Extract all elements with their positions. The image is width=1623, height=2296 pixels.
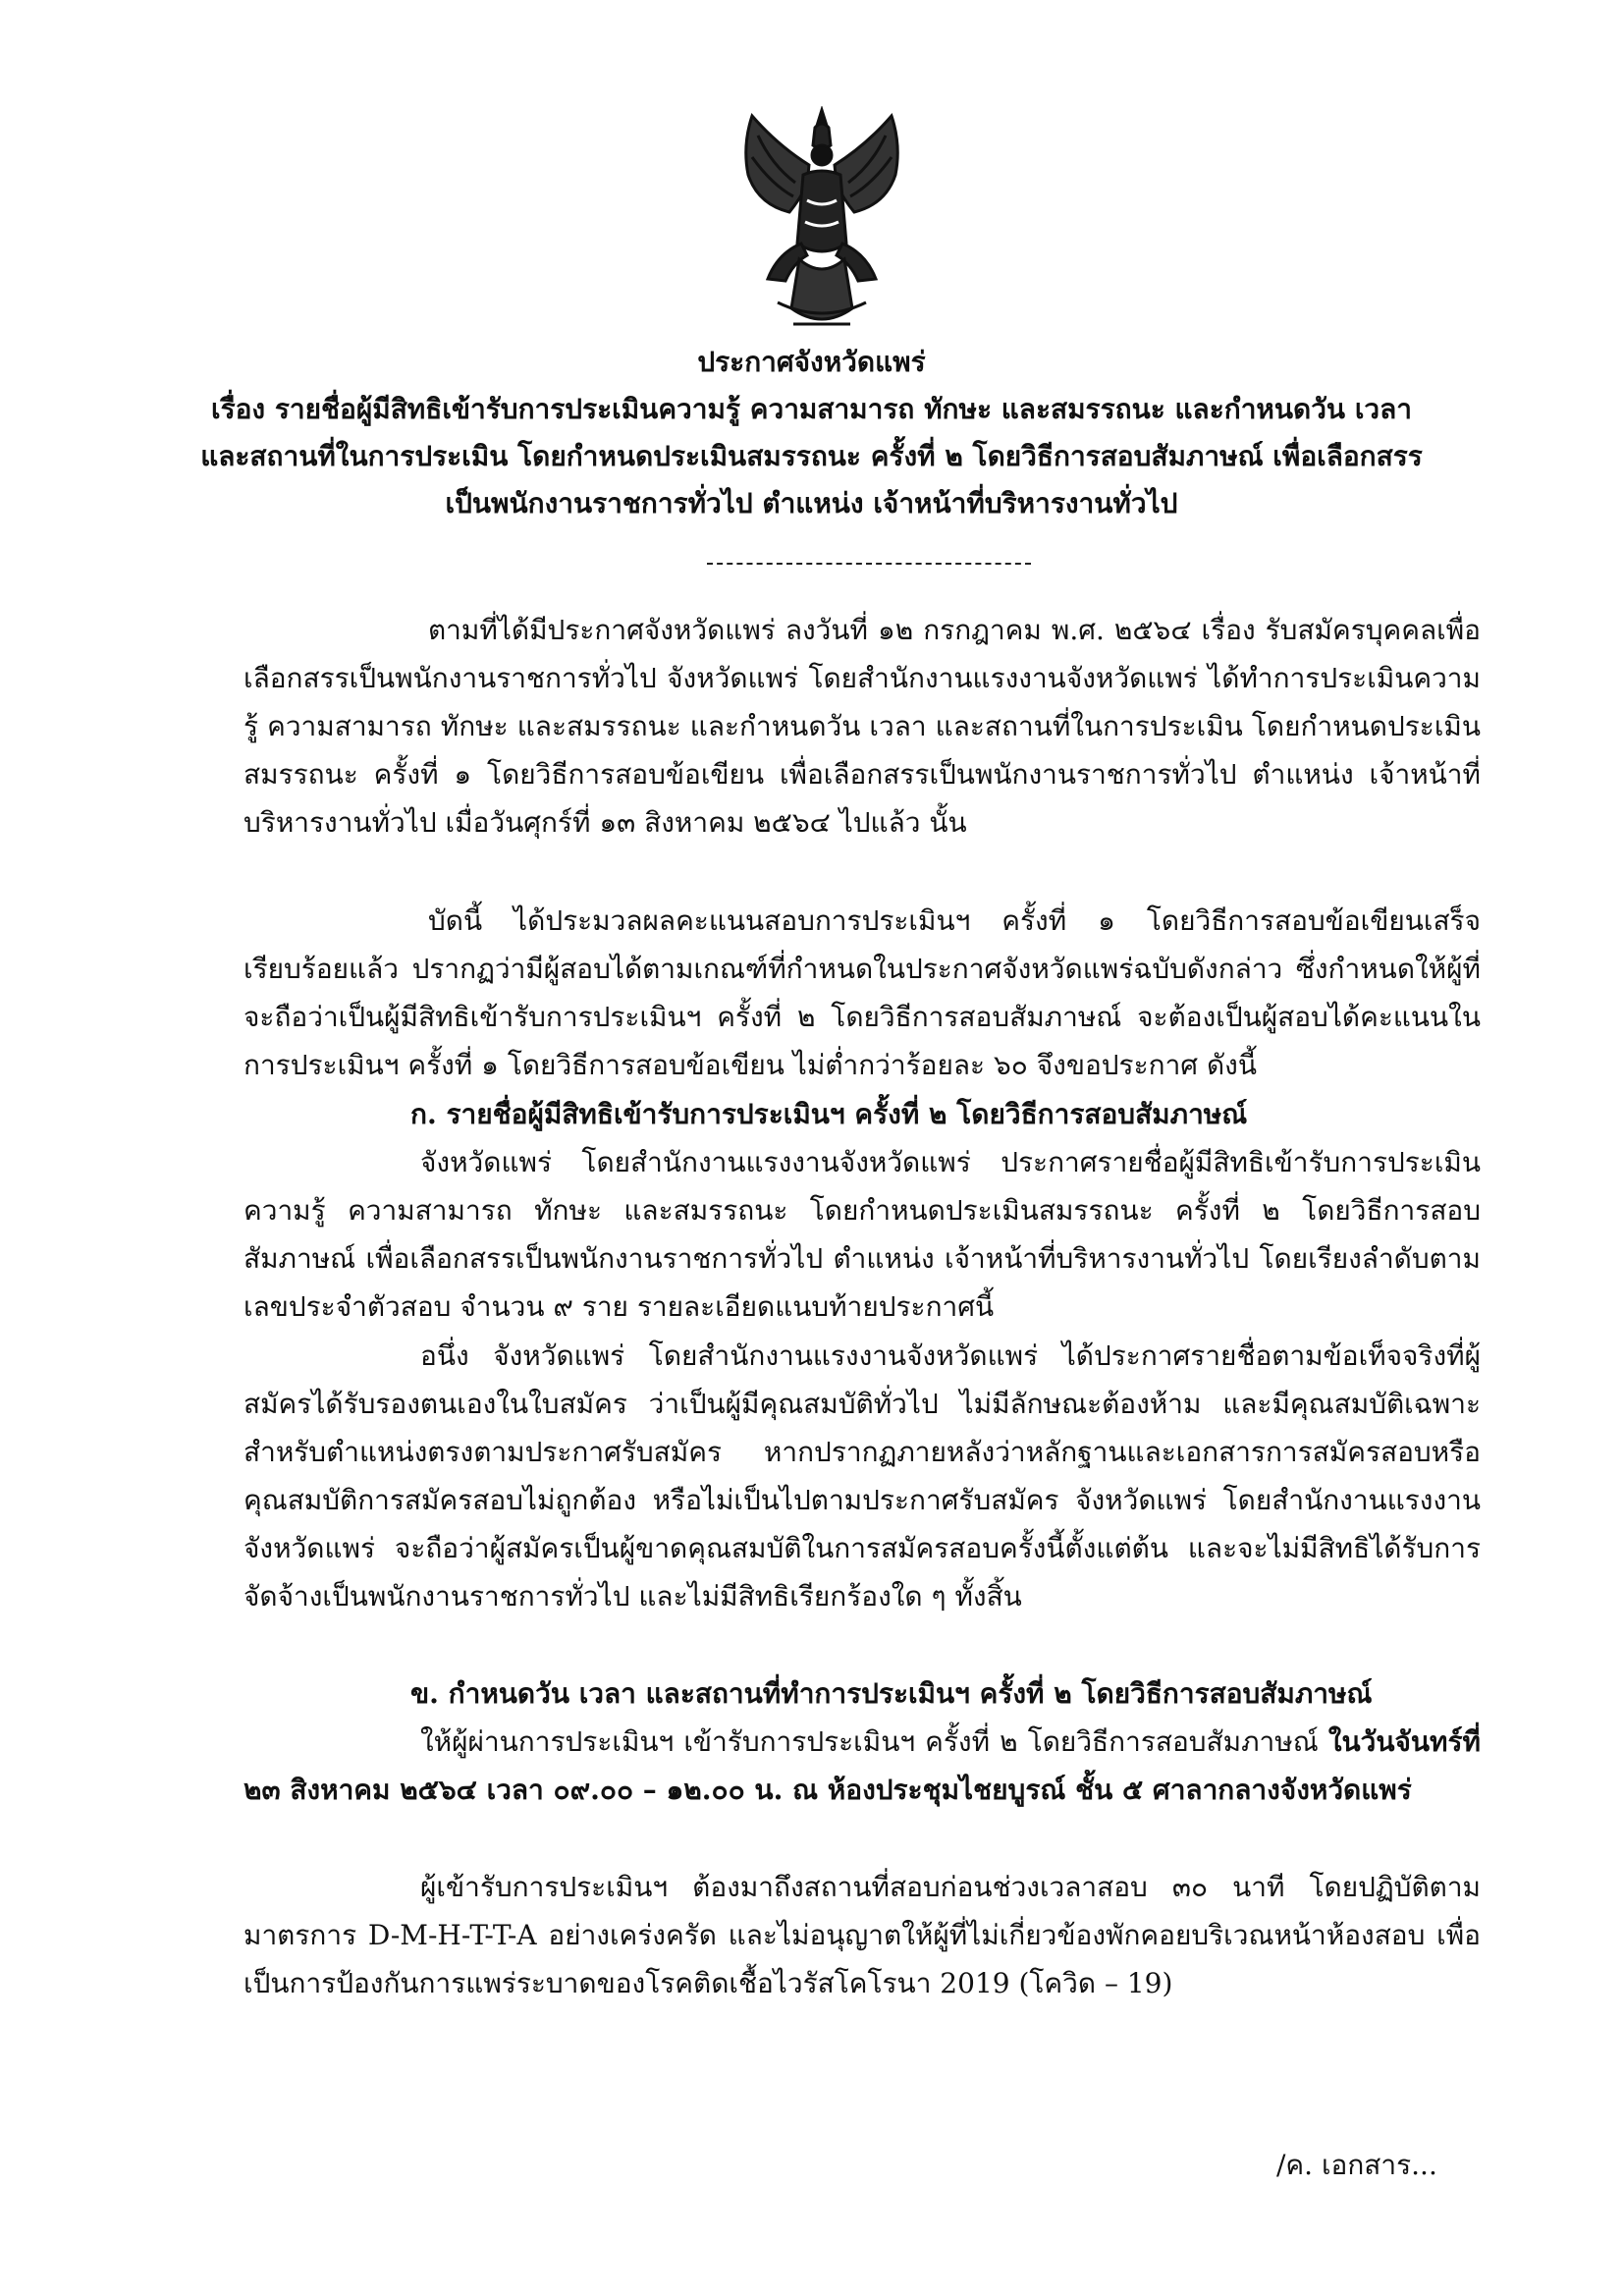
paragraph-covid-measures: ผู้เข้ารับการประเมินฯ ต้องมาถึงสถานที่สอบก่อนช่วงเวลาสอบ ๓๐ นาที โดยปฏิบัติตามมาตรการ D-M-H-T-T-A อย่างเคร่งครัด และไม่อนุญาตให้ผู้ที่ไม่เกี่ยวข้องพักคอยบริเวณหน้าห้องสอบ เพื่อเป็นการป้องกันการแพร่ระบาดของโรคติดเชื้อไวรัสโคโรนา 2019 (โควิด – 19) <box>243 1871 1481 1999</box>
paragraph-background: ตามที่ได้มีประกาศจังหวัดแพร่ ลงวันที่ ๑๒ กรกฎาคม พ.ศ. ๒๕๖๔ เรื่อง รับสมัครบุคคลเพื่อเลือกสรรเป็นพนักงานราชการทั่วไป จังหวัดแพร่ โดยสำนักงานแรงงานจังหวัดแพร่ ได้ทำการประเมินความรู้ ความสามารถ ทักษะ และสมรรถนะ และกำหนดวัน เวลา และสถานที่ในการประเมิน โดยกำหนดประเมินสมรรถนะ ครั้งที่ ๑ โดยวิธีการสอบข้อเขียน เพื่อเลือกสรรเป็นพนักงานราชการทั่วไป ตำแหน่ง เจ้าหน้าที่บริหารงานทั่วไป เมื่อวันศุกร์ที่ ๑๓ สิงหาคม ๒๕๖๔ ไปแล้ว นั้น <box>243 614 1481 839</box>
paragraph-eligibility-note: อนึ่ง จังหวัดแพร่ โดยสำนักงานแรงงานจังหวัดแพร่ ได้ประกาศรายชื่อตามข้อเท็จจริงที่ผู้สมัครได้รับรองตนเองในใบสมัคร ว่าเป็นผู้มีคุณสมบัติทั่วไป ไม่มีลักษณะต้องห้าม และมีคุณสมบัติเฉพาะสำหรับตำแหน่งตรงตามประกาศรับสมัคร หากปรากฏภายหลังว่าหลักฐานและเอกสารการสมัครสอบหรือคุณสมบัติการสมัครสอบไม่ถูกต้อง หรือไม่เป็นไปตามประกาศรับสมัคร จังหวัดแพร่ โดยสำนักงานแรงงานจังหวัดแพร่ จะถือว่าผู้สมัครเป็นผู้ขาดคุณสมบัติในการสมัครสอบครั้งนี้ตั้งแต่ต้น และจะไม่มีสิทธิได้รับการจัดจ้างเป็นพนักงานราชการทั่วไป และไม่มีสิทธิเรียกร้องใด ๆ ทั้งสิ้น <box>243 1339 1481 1613</box>
paragraph-candidate-list: จังหวัดแพร่ โดยสำนักงานแรงงานจังหวัดแพร่ ประกาศรายชื่อผู้มีสิทธิเข้ารับการประเมินความรู้ ความสามารถ ทักษะ และสมรรถนะ โดยกำหนดประเมินสมรรถนะ ครั้งที่ ๒ โดยวิธีการสอบสัมภาษณ์ เพื่อเลือกสรรเป็นพนักงานราชการทั่วไป ตำแหน่ง เจ้าหน้าที่บริหารงานทั่วไป โดยเรียงลำดับตามเลขประจำตัวสอบ จำนวน ๙ ราย รายละเอียดแนบท้ายประกาศนี้ <box>243 1146 1481 1323</box>
page-continuation: /ค. เอกสาร... <box>1276 2149 1437 2181</box>
exam-schedule-lead: ให้ผู้ผ่านการประเมินฯ เข้ารับการประเมินฯ ครั้งที่ ๒ โดยวิธีการสอบสัมภาษณ์ <box>420 1725 1328 1758</box>
paragraph-exam-schedule <box>243 1718 1481 1814</box>
garuda-emblem-icon <box>738 106 905 334</box>
paragraph-results: บัดนี้ ได้ประมวลผลคะแนนสอบการประเมินฯ ครั้งที่ ๑ โดยวิธีการสอบข้อเขียนเสร็จเรียบร้อยแล้ว ปรากฏว่ามีผู้สอบได้ตามเกณฑ์ที่กำหนดในประกาศจังหวัดแพร่ฉบับดังกล่าว ซึ่งกำหนดให้ผู้ที่จะถือว่าเป็นผู้มีสิทธิเข้ารับการประเมินฯ ครั้งที่ ๒ โดยวิธีการสอบสัมภาษณ์ จะต้องเป็นผู้สอบได้คะแนนในการประเมินฯ ครั้งที่ ๑ โดยวิธีการสอบข้อเขียน ไม่ต่ำกว่าร้อยละ ๖๐ จึงขอประกาศ ดังนี้ <box>243 904 1481 1081</box>
section-a-heading: ก. รายชื่อผู้มีสิทธิเข้ารับการประเมินฯ ครั้งที่ ๒ โดยวิธีการสอบสัมภาษณ์ <box>410 1098 1248 1130</box>
document-subject: เรื่อง รายชื่อผู้มีสิทธิเข้ารับการประเมินความรู้ ความสามารถ ทักษะ และสมรรถนะ และกำหนดวัน เวลา และสถานที่ในการประเมิน โดยกำหนดประเมินสมรรถนะ ครั้งที่ ๒ โดยวิธีการสอบสัมภาษณ์ เพื่อเลือกสรรเป็นพนักงานราชการทั่วไป ตำแหน่ง เจ้าหน้าที่บริหารงานทั่วไป <box>200 393 1423 519</box>
title-divider <box>707 563 1031 565</box>
document-title: ประกาศจังหวัดแพร่ <box>697 346 926 378</box>
section-b-heading: ข. กำหนดวัน เวลา และสถานที่ทำการประเมินฯ ครั้งที่ ๒ โดยวิธีการสอบสัมภาษณ์ <box>410 1677 1373 1710</box>
exam-schedule-datetime: ในวันจันทร์ที่ ๒๓ สิงหาคม ๒๕๖๔ เวลา ๐๙.๐๐ – ๑๒.๐๐ น. ณ ห้องประชุมไชยบูรณ์ ชั้น ๕ ศาลากลางจังหวัดแพร่ <box>243 1725 1481 1806</box>
